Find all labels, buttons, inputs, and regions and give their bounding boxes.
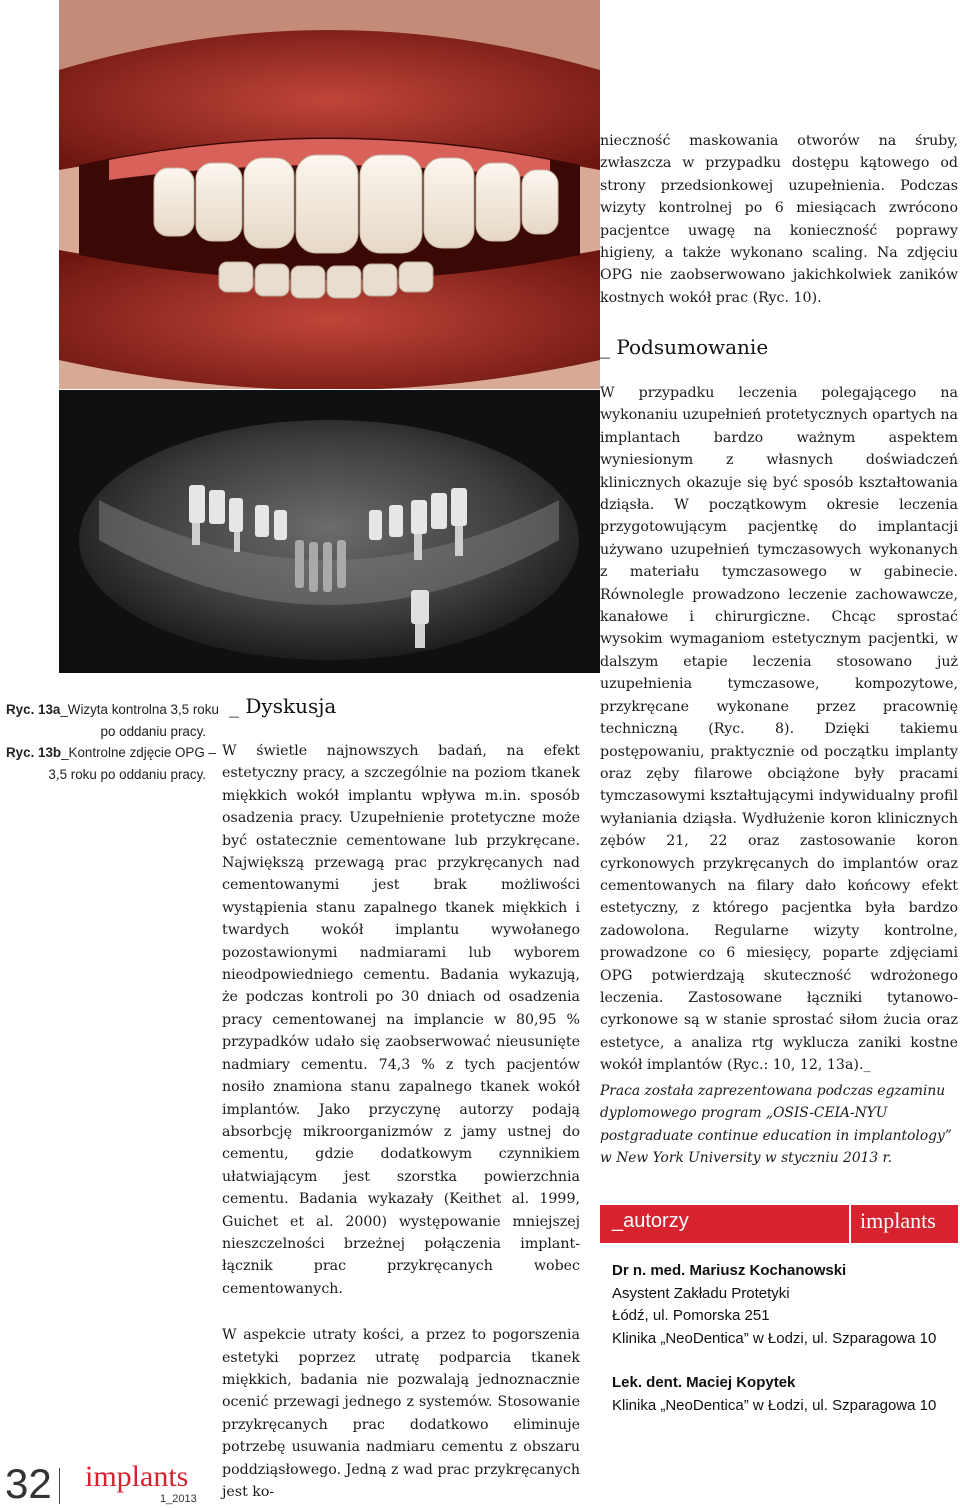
author-2-affiliation-1: Klinika „NeoDentica” w Łodzi, ul. Szparagowa 10 [612, 1396, 937, 1414]
author-2-name: Lek. dent. Maciej Kopytek [612, 1374, 796, 1391]
discussion-paragraph-2: W aspekcie utraty kości, a przez to pogorszenia estetyki poprzez utratę podparcia tkanek miękkich, badania nie pozwalają jednoznacznie ocenić przewagi jednego z systemów. Stosowanie przykręcanych prac dodatkowo eliminuje potrzebę usuwania nadmiaru cementu z obszaru poddziąsłowego. Jedną z wad prac przykręcanych jest ko- [222, 1327, 580, 1500]
section-heading-dyskusja: _ Dyskusja [229, 694, 337, 718]
presentation-note: Praca została zaprezentowana podczas egzaminu dyplomowego program „OSIS-CEIA-NYU postgraduate continue education in implantology” w New York University w styczniu 2013 r. [600, 1083, 952, 1167]
author-1-affiliation-3: Klinika „NeoDentica” w Łodzi, ul. Szparagowa 10 [612, 1329, 937, 1347]
author-1-name: Dr n. med. Mariusz Kochanowski [612, 1262, 847, 1279]
author-1-affiliation-2: Łódź, ul. Pomorska 251 [612, 1307, 770, 1324]
page-number: 32 [5, 1460, 52, 1507]
banner-brand-logo: implants [860, 1208, 936, 1233]
section-heading-podsumowanie: _ Podsumowanie [600, 335, 769, 359]
author-1-affiliation-1: Asystent Zakładu Protetyki [612, 1284, 790, 1302]
fig-13a-label: Ryc. 13a [87, 405, 144, 421]
caption-13b-bold: Ryc. 13b [6, 745, 62, 760]
opg-xray-illustration [59, 390, 600, 673]
discussion-paragraph-1: W świetle najnowszych badań, na efekt estetyczny pracy, a szczególnie na poziom tkanek miękkich wokół implantu wpływa m.in. sposób osadzenia pracy. Uzupełnienie protetyczne może być ostatecznie cementowane lub przykręcane. Największą przewagą prac przykręcanych nad cementowanymi jest brak możliwości wystąpienia stanu zapalnego tkanek miękkich i twardych wokół implantu wywołanego pozostawionymi nadmiarami lub wyborem nieodpowiedniego cementu. Badania wykazują, że podczas kontroli po 30 dniach od osadzenia pracy cementowanej na implancie w 80,95 % przypadków udało się zaobserwować nieusunięte nadmiary cementu. 74,3 % z tych pacjentów nosiło znamiona stanu zapalnego tkanek wokół implantów. Jako przyczynę autorzy podają absorbcję mikroorganizmów z jamy ustnej do cementu, gdzie dodatkowym czynnikiem ułatwiającym jest szorstka powierzchnia cementu. Badania wykazały (Keithet al. 1999, Guichet et al. 2000) występowanie mniejszej nieszczelności brzeżnej połączenia implant-łącznik prac przykręcanych wobec cementowanych. [222, 743, 580, 1297]
banner-divider [849, 1205, 851, 1243]
summary-column [600, 382, 958, 1077]
authors-label: _autorzy [612, 1210, 689, 1232]
figure-caption [6, 699, 219, 785]
summary-paragraph: W przypadku leczenia polegającego na wykonaniu uzupełnień protetycznych opartych na implantach bardzo ważnym aspektem wyniesionym z własnych doświadczeń klinicznych okazuje się być sposób kształtowania dziąsła. W początkowym okresie leczenia przygotowującym pacjentkę do implantacji używano uzupełnień tymczasowych wykonanych z materiału tymczasowego w gabinecie. Równolegle prowadzono leczenie zachowawcze, kanałowe i chirurgiczne. Chcąc sprostać wysokim wymaganiom estetycznym pacjentki, w dalszym etapie leczenia stosowano już uzupełnienia tymczasowe, kompozytowe, przykręcane wykonane przez pracownię techniczną (Ryc. 8). Dzięki takiemu postępowaniu, praktycznie od początku implanty oraz zęby filarowe obciążone były pracami tymczasowymi kształtującymi indywidualny profil wyłaniania dziąsła. Wydłużenie koron klinicznych zębów 21, 22 oraz zastosowanie koron cyrkonowych przykręcanych do implantów oraz cementowanych na filary dało końcowy efekt estetyczny, z którego pacjentka była bardzo zadowolona. Regularne wizyty kontrolne, prowadzone co 6 miesięcy, poparte zdjęciami OPG potwierdzają skuteczność wdrożonego leczenia. Zastosowane łączniki tytanowo-cyrkonowe są w stanie sprostać siłom żucia oraz estetyce, a analiza rtg wyklucza zaniki kostne wokół implantów (Ryc.: 10, 12, 13a)._ [600, 385, 958, 1074]
xray-opg-13b [59, 390, 600, 673]
authors-banner [600, 1205, 958, 1243]
caption-line2: po oddaniu pracy. [100, 723, 206, 739]
fig-13b-label: Ryc. 13b [87, 652, 145, 668]
footer-divider [59, 1468, 60, 1504]
caption-13b-text: _Kontrolne zdjęcie OPG – [61, 745, 216, 760]
footer-issue: 1_2013 [160, 1493, 197, 1505]
smile-photo-illustration [59, 0, 600, 389]
photo-smile-13a [59, 0, 600, 389]
continuation-paragraph: nieczność maskowania otworów na śruby, zwłaszcza w przypadku dostępu kątowego od strony przedsionkowej uzupełnienia. Podczas wizyty kontrolnej po 6 miesiącach zwrócono pacjentce uwagę na konieczność poprawy higieny, a także wykonano scaling. Na zdjęciu OPG nie zaobserwowano jakichkolwiek zaników kostnych wokół prac (Ryc. 10). [600, 133, 958, 306]
caption-13a-bold: Ryc. 13a [6, 702, 61, 717]
authors-list [612, 1260, 936, 1417]
caption-13a-text: _Wizyta kontrolna 3,5 roku [60, 702, 219, 717]
footer-brand-logo: implants [85, 1460, 189, 1493]
right-top-column [600, 130, 958, 309]
discussion-column [222, 740, 580, 1503]
caption-line4: 3,5 roku po oddaniu pracy. [48, 766, 206, 782]
